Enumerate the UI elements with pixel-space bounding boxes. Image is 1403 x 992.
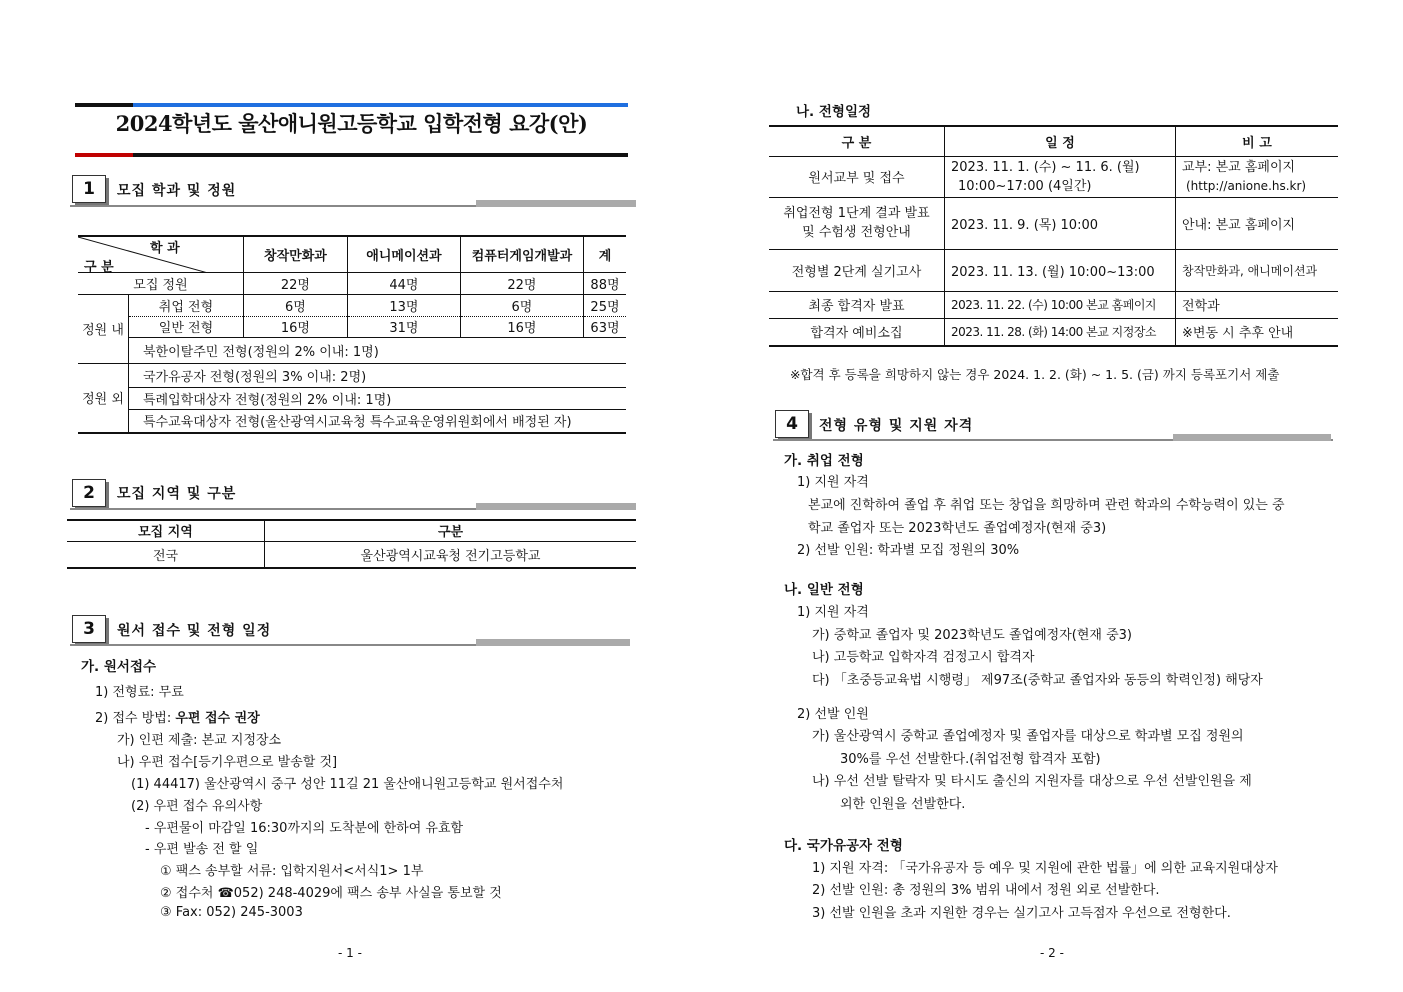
schedule-r4-note: 전학과 — [1182, 299, 1220, 314]
section-2-number: 2 — [72, 479, 106, 507]
page-number-1: - 1 - — [338, 946, 362, 960]
s4-b-quota-b1: 나) 우선 선발 탈락자 및 타시도 출신의 지원자를 대상으로 우선 선발인원을 제 — [812, 774, 1252, 789]
s4-subheading-c: 다. 국가유공자 전형 — [784, 838, 903, 854]
s4-b-qual-a: 가) 중학교 졸업자 및 2023학년도 졸업예정자(현재 중3) — [812, 628, 1132, 643]
row-total-v4: 88명 — [590, 277, 620, 293]
schedule-r4-date: 2023. 11. 22. (수) 10:00 본교 홈페이지 — [945, 291, 1176, 318]
section-4-shade — [1173, 434, 1331, 441]
schedule-header-date: 일 정 — [945, 126, 1176, 156]
title-bottom-bar-red — [75, 153, 133, 157]
schedule-r2-note: 안내: 본교 홈페이지 — [1182, 217, 1296, 233]
s4-subheading-b: 나. 일반 전형 — [784, 582, 864, 598]
s4-b-quota: 2) 선발 인원 — [797, 707, 869, 722]
s4-b-qualification: 1) 지원 자격 — [797, 605, 869, 620]
row-general-v1: 16명 — [243, 316, 347, 337]
s3-mail-notes: (2) 우편 접수 유의사항 — [131, 799, 263, 814]
row-job-label: 취업 전형 — [129, 294, 244, 316]
s4-c-excess: 3) 선발 인원을 초과 지원한 경우는 실기고사 고득점자 우선으로 전형한다. — [812, 906, 1231, 921]
row-vet: 국가유공자 전형(정원의 3% 이내: 2명) — [143, 369, 367, 385]
s3-fee: 1) 전형료: 무료 — [95, 685, 184, 700]
schedule-r1-date-line1: 2023. 11. 1. (수) ~ 11. 6. (월) — [951, 159, 1140, 175]
region-table — [67, 519, 636, 569]
schedule-r5-type: 합격자 예비소집 — [769, 318, 945, 346]
schedule-header-type: 구 분 — [769, 126, 945, 156]
section-4-title: 전형 유형 및 지원 자격 — [819, 418, 974, 434]
header-dept-2: 애니메이션과 — [347, 236, 460, 272]
section-1-title: 모집 학과 및 정원 — [117, 183, 237, 199]
s4-a-qual-text1: 본교에 진학하여 졸업 후 취업 또는 창업을 희망하며 관련 학과의 수학능력이 있는 중 — [808, 498, 1285, 513]
s3-mail: 나) 우편 접수[등기우편으로 발송할 것] — [117, 755, 338, 770]
section-3-title: 원서 접수 및 전형 일정 — [117, 623, 272, 639]
page-number-2: - 2 - — [1040, 946, 1064, 960]
s4-b-qual-c: 다) 「초중등교육법 시행령」 제97조(중학교 졸업자와 동등의 학력인정) 해당자 — [812, 673, 1263, 688]
s4-subheading-a: 가. 취업 전형 — [784, 453, 864, 469]
s4-c-quota: 2) 선발 인원: 총 정원의 3% 범위 내에서 정원 외로 선발한다. — [812, 883, 1160, 898]
s3-address: (1) 44417) 울산광역시 중구 성안 11길 21 울산애니원고등학교 원서접수처 — [131, 777, 564, 792]
s4-b-quota-b2: 외한 인원을 선발한다. — [840, 797, 966, 812]
row-job-v4: 25명 — [590, 299, 620, 315]
schedule-header-note: 비 고 — [1242, 135, 1272, 151]
row-total-v2: 44명 — [347, 272, 460, 294]
schedule-r1-note-line2: (http://anione.hs.kr) — [1186, 178, 1307, 193]
row-sped: 특수교육대상자 전형(울산광역시교육청 특수교육운영위원회에서 배정된 자) — [143, 415, 572, 431]
s4-a-quota: 2) 선발 인원: 학과별 모집 정원의 30% — [797, 543, 1020, 558]
quota-corner — [78, 236, 243, 275]
s3-method-emph: 우편 접수 권장 — [175, 711, 260, 726]
header-dept-3: 컴퓨터게임개발과 — [460, 236, 583, 272]
row-job-v2: 13명 — [347, 294, 460, 316]
s4-b-qual-b: 나) 고등학교 입학자격 검정고시 합격자 — [812, 650, 1035, 665]
schedule-r1-date-line2: 10:00~17:00 (4일간) — [958, 178, 1092, 194]
title-top-bar-dark — [75, 103, 133, 107]
region-type: 울산광역시교육청 전기고등학교 — [360, 548, 541, 564]
section-2-title: 모집 지역 및 구분 — [117, 486, 237, 502]
page-title: 2024학년도 울산애니원고등학교 입학전형 요강(안) — [115, 111, 588, 136]
s4-a-qual-text2: 학교 졸업자 또는 2023학년도 졸업예정자(현재 중3) — [808, 521, 1107, 536]
s4-b-quota-a2: 30%를 우선 선발한다.(취업전형 합격자 포함) — [840, 752, 1101, 767]
section-1-shade — [476, 200, 636, 207]
region-area: 전국 — [67, 541, 265, 568]
row-total-v1: 22명 — [243, 272, 347, 294]
schedule-r4-type: 최종 합격자 발표 — [769, 291, 945, 318]
s3-method — [95, 707, 260, 726]
s4-a-qualification: 1) 지원 자격 — [797, 475, 869, 490]
outside-quota-label: 정원 외 — [78, 363, 129, 433]
inside-quota-label: 정원 내 — [78, 294, 129, 363]
region-header-type: 구분 — [437, 525, 464, 541]
schedule-r5-note: ※변동 시 추후 안내 — [1182, 326, 1294, 342]
schedule-r1-note-line1: 교부: 본교 홈페이지 — [1182, 159, 1296, 175]
title-bottom-bar-dark — [133, 153, 628, 157]
section-3-shade — [476, 639, 630, 646]
s3-deadline: - 우편물이 마감일 16:30까지의 도착분에 한하여 유효함 — [145, 821, 464, 836]
title-top-bar-blue — [133, 103, 628, 107]
region-header-area: 모집 지역 — [67, 520, 265, 541]
row-job-v1: 6명 — [243, 294, 347, 316]
schedule-r1-note — [1176, 156, 1339, 197]
schedule-r2-type — [769, 197, 945, 249]
s3-fax-number: ③ Fax: 052) 245-3003 — [160, 905, 303, 920]
schedule-r1-type: 원서교부 및 접수 — [769, 156, 945, 197]
section-4-number: 4 — [775, 410, 809, 438]
schedule-r1-date — [945, 156, 1176, 197]
schedule-r3-note: 창작만화과, 애니메이션과 — [1182, 263, 1318, 278]
section-3-number: 3 — [72, 615, 106, 643]
header-total: 계 — [598, 248, 612, 264]
row-total-v3: 22명 — [460, 272, 583, 294]
schedule-r2-type-line1: 취업전형 1단계 결과 발표 — [783, 206, 930, 221]
s3-method-label: 2) 접수 방법: — [95, 711, 176, 726]
s4-b-quota-a1: 가) 울산광역시 중학교 졸업예정자 및 졸업자를 대상으로 학과별 모집 정원의 — [812, 729, 1244, 744]
schedule-r3-type: 전형별 2단계 실기고사 — [769, 249, 945, 291]
schedule-r2-type-line2: 및 수험생 전형안내 — [802, 225, 911, 240]
schedule-r2-date: 2023. 11. 9. (목) 10:00 — [945, 197, 1176, 249]
s3-todo: - 우편 발송 전 할 일 — [145, 842, 259, 857]
row-general-v2: 31명 — [347, 316, 460, 337]
s3-fax-docs: ① 팩스 송부할 서류: 입학지원서<서식1> 1부 — [160, 864, 424, 879]
header-dept-1: 창작만화과 — [243, 236, 347, 272]
schedule-r5-date: 2023. 11. 28. (화) 14:00 본교 지정장소 — [945, 318, 1176, 346]
row-total-label: 모집 정원 — [78, 272, 243, 294]
schedule-r3-date: 2023. 11. 13. (월) 10:00~13:00 — [945, 249, 1176, 291]
row-nk: 북한이탈주민 전형(정원의 2% 이내: 1명) — [143, 344, 379, 360]
s3-subheading-a: 가. 원서접수 — [81, 659, 157, 675]
row-job-v3: 6명 — [460, 294, 583, 316]
schedule-table — [769, 125, 1338, 347]
s4-c-qualification: 1) 지원 자격: 「국가유공자 등 예우 및 지원에 관한 법률」에 의한 교육지원대상자 — [812, 861, 1278, 876]
corner-bottom-label: 구 분 — [84, 260, 114, 275]
row-general-v3: 16명 — [460, 316, 583, 337]
row-general-label: 일반 전형 — [129, 316, 244, 337]
schedule-note: ※합격 후 등록을 희망하지 않는 경우 2024. 1. 2. (화) ~ 1. 5. (금) 까지 등록포기서 제출 — [790, 367, 1280, 382]
section-1-number: 1 — [72, 175, 106, 203]
schedule-heading: 나. 전형일정 — [796, 104, 872, 120]
s3-fax-notify: ② 접수처 ☎052) 248-4029에 팩스 송부 사실을 통보할 것 — [160, 886, 502, 901]
s3-in-person: 가) 인편 제출: 본교 지정장소 — [117, 733, 282, 748]
row-general-v4: 63명 — [590, 321, 620, 336]
section-2-shade — [476, 503, 636, 510]
row-special: 특례입학대상자 전형(정원의 2% 이내: 1명) — [143, 392, 392, 408]
quota-table — [78, 235, 626, 434]
corner-top-label: 학 과 — [150, 241, 180, 256]
